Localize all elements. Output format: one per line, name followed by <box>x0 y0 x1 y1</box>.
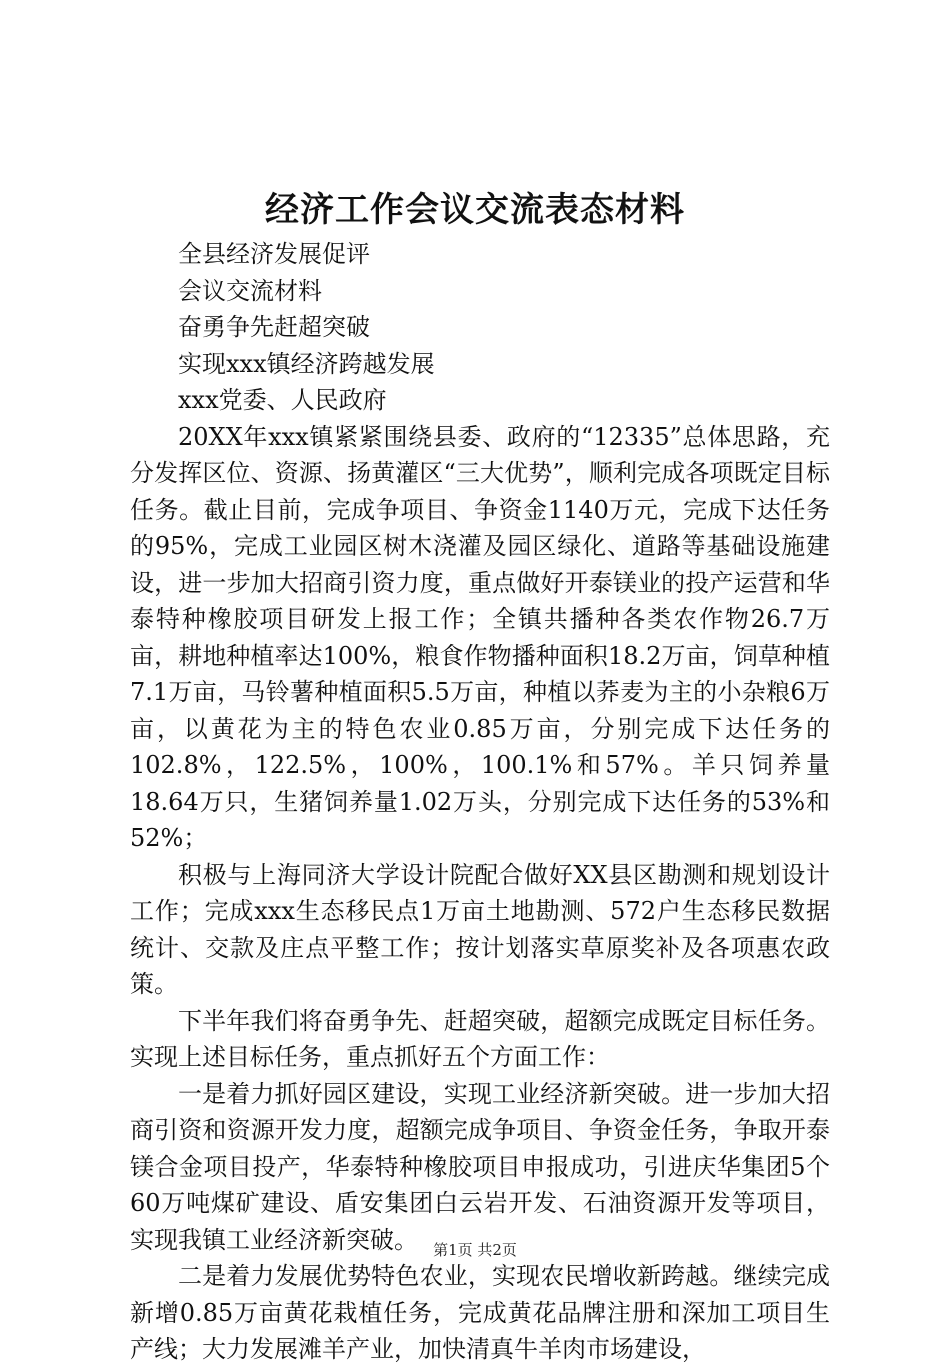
document-body <box>130 236 830 1368</box>
body-paragraph: 二是着力发展优势特色农业，实现农民增收新跨越。继续完成新增0.85万亩黄花栽植任务，完成黄花品牌注册和深加工项目生产线；大力发展滩羊产业，加快清真牛羊肉市场建设， <box>130 1262 830 1363</box>
subtitle-line: 实现xxx镇经济跨越发展 <box>178 349 435 378</box>
subtitle-line: 会议交流材料 <box>178 276 322 305</box>
subtitle-line: xxx党委、人民政府 <box>178 386 387 414</box>
body-paragraph: 积极与上海同济大学设计院配合做好XX县区勘测和规划设计工作；完成xxx生态移民点1万亩土地勘测、572户生态移民数据统计、交款及庄点平整工作；按计划落实草原奖补及各项惠农政策。 <box>130 860 830 998</box>
body-paragraph: 一是着力抓好园区建设，实现工业经济新突破。进一步加大招商引资和资源开发力度，超额完成争项目、争资金任务，争取开泰镁合金项目投产，华泰特种橡胶项目申报成功，引进庆华集团5个60万吨煤矿建设、盾安集团白云岩开发、石油资源开发等项目，实现我镇工业经济新突破。 <box>130 1079 830 1254</box>
subtitle-line: 奋勇争先赶超突破 <box>178 313 370 341</box>
page-footer: 第1页 共2页 <box>433 1241 517 1259</box>
body-paragraph: 下半年我们将奋勇争先、赶超突破，超额完成既定目标任务。实现上述目标任务，重点抓好五个方面工作： <box>130 1006 830 1071</box>
document-title: 经济工作会议交流表态材料 <box>265 190 685 230</box>
body-paragraph: 20XX年xxx镇紧紧围绕县委、政府的“12335”总体思路，充分发挥区位、资源、扬黄灌区“三大优势”，顺利完成各项既定目标任务。截止目前，完成争项目、争资金1140万元，完成下达任务的95%，完成工业园区树木浇灌及园区绿化、道路等基础设施建设，进一步加大招商引资力度，重点做好开泰镁业的投产运营和华泰特种橡胶项目研发上报工作；全镇共播种各类农作物26.7万亩，耕地种植率达100%，粮食作物播种面积18.2万亩，饲草种植7.1万亩，马铃薯种植面积5.5万亩，种植以荞麦为主的小杂粮6万亩，以黄花为主的特色农业0.85万亩，分别完成下达任务的102.8%，122.5%，100%，100.1%和57%。羊只饲养量18.64万只，生猪饲养量1.02万头，分别完成下达任务的53%和52%； <box>130 422 830 852</box>
subtitle-line: 全县经济发展促评 <box>178 240 370 268</box>
